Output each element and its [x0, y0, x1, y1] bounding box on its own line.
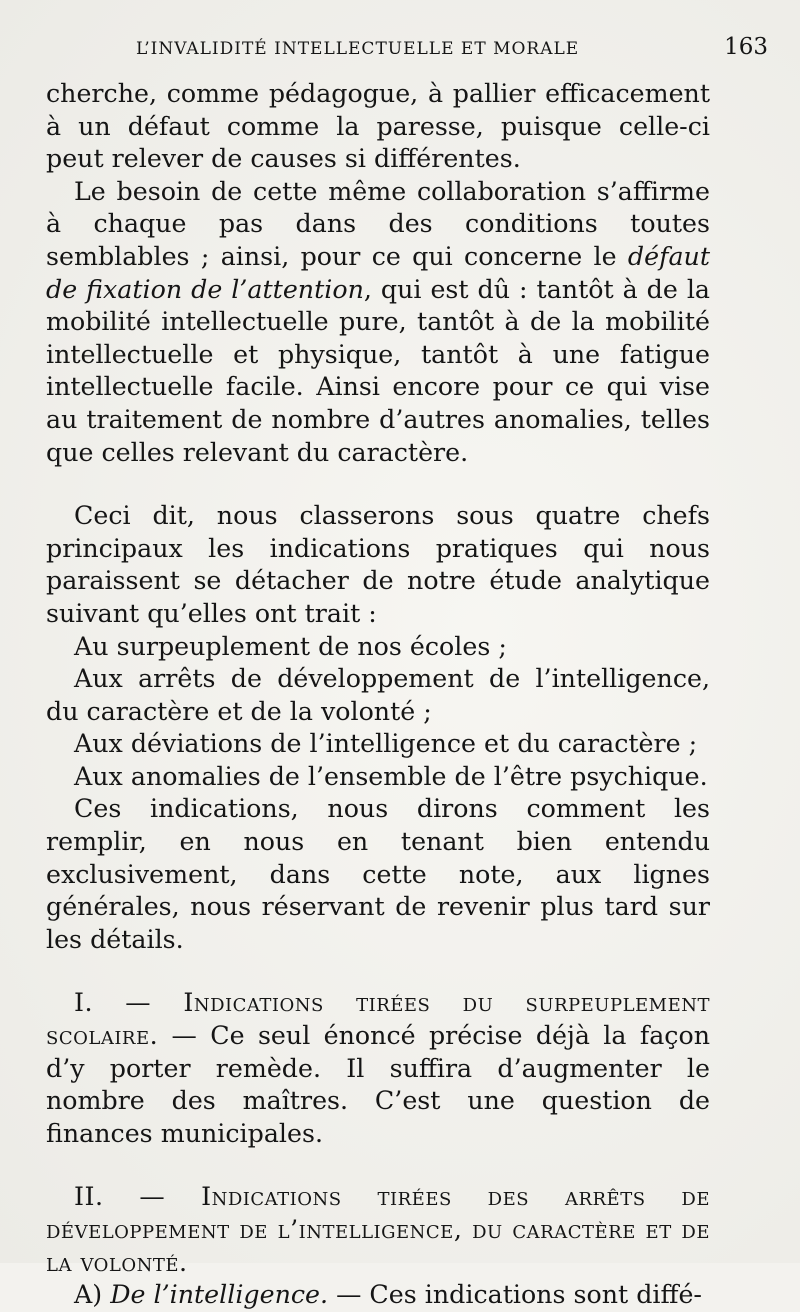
- page-body: [46, 78, 710, 1312]
- list-item: Aux déviations de l’intelligence et du caractère ;: [74, 729, 698, 759]
- running-header: [46, 34, 768, 78]
- paragraph-2-start: Le besoin de cette même collaboration s’affirme à chaque pas dans des conditions toutes semblables ; ainsi, pour ce qui concerne le: [46, 176, 710, 271]
- paragraph-gap: [46, 469, 710, 500]
- list-item: Aux anomalies de l’ensemble de l’être psychique.: [74, 761, 708, 791]
- paragraph-1: cherche, comme pédagogue, à pallier efficacement à un défaut comme la paresse, puisque celle-ci peut relever de causes si différentes.: [46, 79, 710, 174]
- section-1: [46, 987, 710, 1150]
- paragraph-2: [46, 176, 710, 469]
- subsection-a-text: — Ces indications sont diffé-: [328, 1280, 702, 1310]
- section-1-heading: I. — Indications tirées du surpeuplement scolaire.: [46, 988, 710, 1051]
- paragraph-2-italic: défaut de fixation de l’attention: [46, 241, 710, 304]
- list-item: Aux arrêts de développement de l’intelligence, du caractère et de la volonté ;: [46, 664, 710, 726]
- subsection-a: [46, 1279, 710, 1312]
- page-number: 163: [724, 34, 768, 60]
- paragraph-gap: [46, 956, 710, 987]
- list-item: Au surpeuplement de nos écoles ;: [74, 631, 507, 661]
- subsection-a-label: A): [74, 1280, 111, 1310]
- indication-list: [46, 631, 710, 794]
- running-title: L’INVALIDITÉ INTELLECTUELLE ET MORALE: [136, 39, 580, 59]
- section-1-text: — Ce seul énoncé précise déjà la façon d’y porter remède. Il suffira d’augmenter le nombre des maîtres. C’est une question de finances municipales.: [46, 1021, 710, 1148]
- paragraph-4: Ces indications, nous dirons comment les remplir, en nous en tenant bien entendu exclusivement, dans cette note, aux lignes générales, nous réservant de revenir plus tard sur les détails.: [46, 794, 710, 954]
- paragraph-gap: [46, 1150, 710, 1181]
- section-2-heading: II. — Indications tirées des arrêts de développement de l’intelligence, du caractère et de la volonté.: [46, 1182, 710, 1277]
- paragraph-3: Ceci dit, nous classerons sous quatre chefs principaux les indications pratiques qui nous paraissent se détacher de notre étude analytique suivant qu’elles ont trait :: [46, 501, 710, 628]
- subsection-a-title: De l’intelligence.: [110, 1280, 329, 1310]
- paragraph-2-end: , qui est dû : tantôt à de la mobilité intellectuelle pure, tantôt à de la mobilité intellectuelle et physique, tantôt à une fatigue intellectuelle facile. Ainsi encore pour ce qui vise au traitement de nombre d’autres anomalies, telles que celles relevant du caractère.: [46, 274, 711, 467]
